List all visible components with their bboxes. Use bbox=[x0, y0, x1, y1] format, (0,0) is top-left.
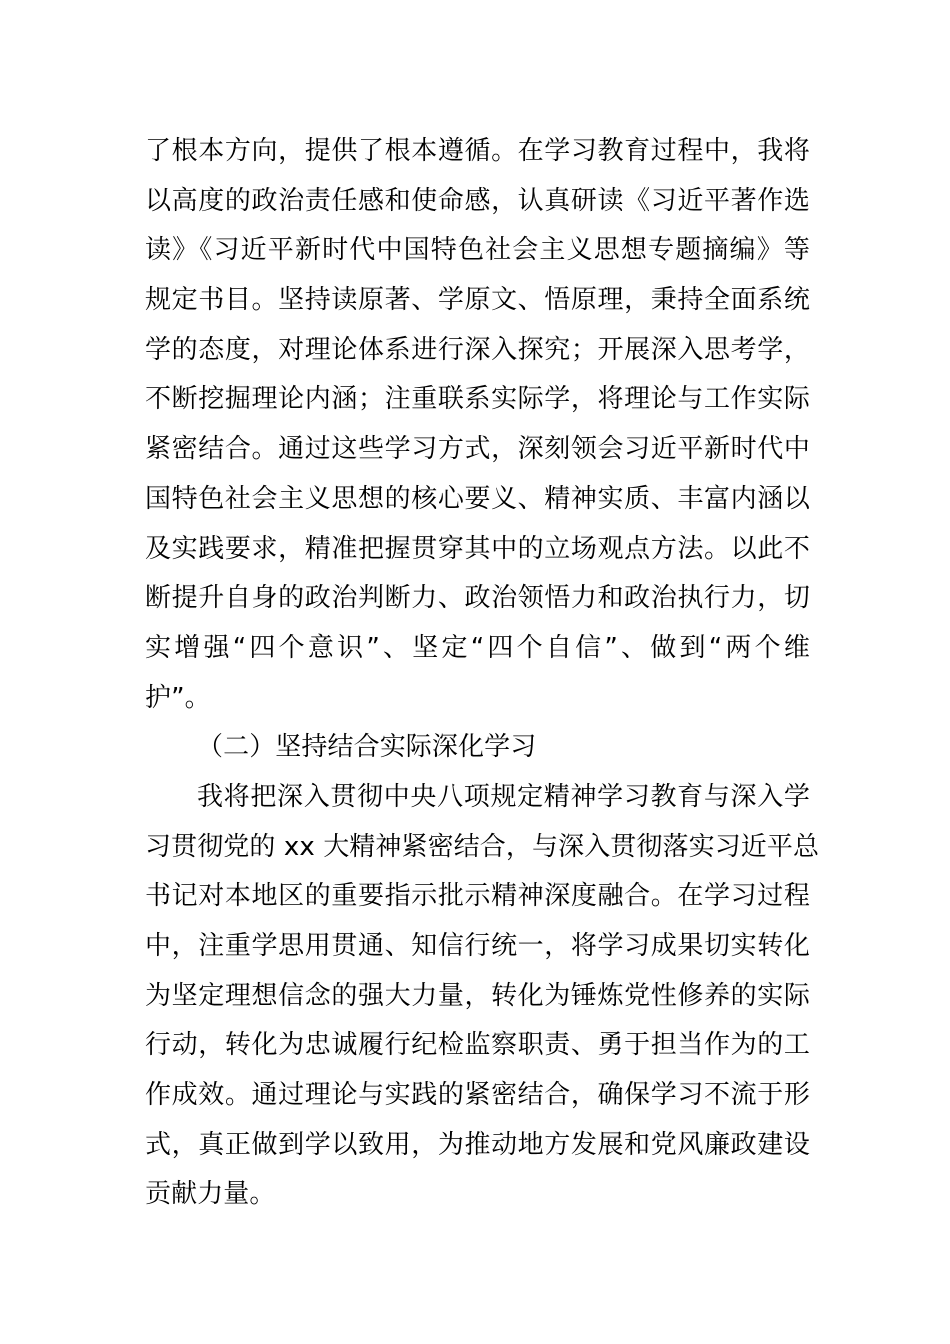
text-line: 以高度的政治责任感和使命感，认真研读《习近平著作选 bbox=[145, 185, 810, 216]
text-line: 行动，转化为忠诚履行纪检监察职责、勇于担当作为的工 bbox=[145, 1030, 810, 1061]
document-body bbox=[145, 127, 820, 1220]
text-line: 断提升自身的政治判断力、政治领悟力和政治执行力，切 bbox=[145, 583, 810, 614]
text-line: 我将把深入贯彻中央八项规定精神学习教育与深入学 bbox=[197, 781, 810, 812]
paragraph-1 bbox=[145, 127, 810, 723]
text-line: 国特色社会主义思想的核心要义、精神实质、丰富内涵以 bbox=[145, 483, 810, 514]
section-heading: （二）坚持结合实际深化学习 bbox=[197, 732, 537, 763]
text-line: 规定书目。坚持读原著、学原文、悟原理，秉持全面系统 bbox=[145, 285, 810, 316]
text-line: 作成效。通过理论与实践的紧密结合，确保学习不流于形 bbox=[145, 1080, 810, 1111]
text-line: 书记对本地区的重要指示批示精神深度融合。在学习过程 bbox=[145, 881, 810, 912]
text-line: 不断挖掘理论内涵；注重联系实际学，将理论与工作实际 bbox=[145, 384, 810, 415]
text-line: 紧密结合。通过这些学习方式，深刻领会习近平新时代中 bbox=[145, 434, 810, 465]
text-line: 护”。 bbox=[145, 682, 211, 713]
text-line: 读》《习近平新时代中国特色社会主义思想专题摘编》等 bbox=[145, 235, 810, 266]
paragraph-2 bbox=[145, 773, 820, 1220]
text-line: 贡献力量。 bbox=[145, 1179, 276, 1210]
text-line: 实增强“四个意识”、坚定“四个自信”、做到“两个维 bbox=[145, 632, 810, 663]
text-line: 学的态度，对理论体系进行深入探究；开展深入思考学， bbox=[145, 334, 810, 365]
text-line: 及实践要求，精准把握贯穿其中的立场观点方法。以此不 bbox=[145, 533, 810, 564]
text-line: 为坚定理想信念的强大力量，转化为锤炼党性修养的实际 bbox=[145, 980, 810, 1011]
text-line: 式，真正做到学以致用，为推动地方发展和党风廉政建设 bbox=[145, 1129, 810, 1160]
text-line: 中，注重学思用贯通、知信行统一，将学习成果切实转化 bbox=[145, 931, 810, 961]
text-line: 习贯彻党的 xx 大精神紧密结合，与深入贯彻落实习近平总 bbox=[145, 831, 820, 862]
text-line: 了根本方向，提供了根本遵循。在学习教育过程中，我将 bbox=[145, 136, 810, 166]
